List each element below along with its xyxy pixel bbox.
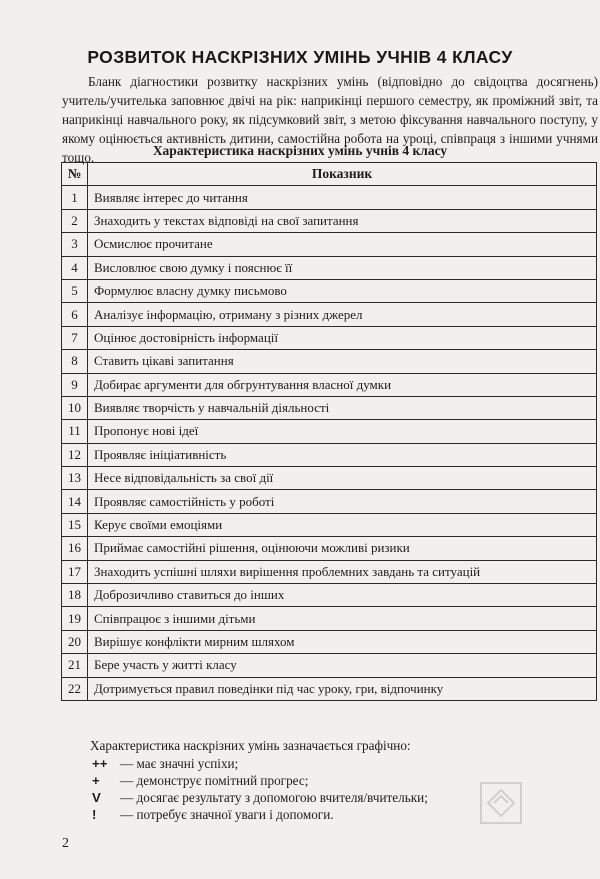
legend-symbol: V xyxy=(92,790,101,805)
page-title: РОЗВИТОК НАСКРІЗНИХ УМІНЬ УЧНІВ 4 КЛАСУ xyxy=(87,47,513,67)
row-number: 17 xyxy=(62,560,88,583)
row-number: 15 xyxy=(62,513,88,536)
row-number: 1 xyxy=(62,186,88,209)
row-number: 8 xyxy=(62,350,88,373)
row-indicator: Вирішує конфлікти мирним шляхом xyxy=(88,630,597,653)
row-number: 12 xyxy=(62,443,88,466)
row-indicator: Ставить цікаві запитання xyxy=(88,350,597,373)
table-row xyxy=(62,467,597,490)
row-indicator: Осмислює прочитане xyxy=(88,233,597,256)
table-row xyxy=(62,326,597,349)
row-indicator: Дотримується правил поведінки під час уроку, гри, відпочинку xyxy=(88,677,597,700)
legend-item xyxy=(90,755,570,772)
row-number: 22 xyxy=(62,677,88,700)
row-indicator: Аналізує інформацію, отриману з різних джерел xyxy=(88,303,597,326)
row-indicator: Формулює власну думку письмово xyxy=(88,279,597,302)
table-row xyxy=(62,373,597,396)
row-indicator: Несе відповідальність за свої дії xyxy=(88,467,597,490)
legend-symbol: ! xyxy=(92,807,97,822)
header-number: № xyxy=(62,163,88,186)
legend-symbol: + xyxy=(92,773,100,788)
legend-text: — має значні успіхи; xyxy=(120,756,239,771)
row-indicator: Пропонує нові ідеї xyxy=(88,420,597,443)
table-row xyxy=(62,186,597,209)
row-number: 4 xyxy=(62,256,88,279)
table-row xyxy=(62,513,597,536)
table-row xyxy=(62,279,597,302)
table-row xyxy=(62,677,597,700)
page-number: 2 xyxy=(62,836,69,851)
row-indicator: Керує своїми емоціями xyxy=(88,513,597,536)
row-indicator: Доброзичливо ставиться до інших xyxy=(88,584,597,607)
row-indicator: Виявляє творчість у навчальній діяльності xyxy=(88,396,597,419)
row-indicator: Співпрацює з іншими дітьми xyxy=(88,607,597,630)
intro-text: Бланк діагностики розвитку наскрізних умінь (відповідно до свідоцтва досягнень) учитель/учителька заповнює двічі на рік: наприкінці першого семестру, як проміжний звіт, та наприкінці навчального року, як підсумковий звіт, з метою фіксування навчального поступу, у якому оцінюється активність дитини, самостійна робота на уроці, співпраця з іншими учнями тощо. xyxy=(62,74,598,165)
table-row xyxy=(62,607,597,630)
legend-title: Характеристика наскрізних умінь зазначається графічно: xyxy=(90,738,411,753)
row-number: 16 xyxy=(62,537,88,560)
row-number: 2 xyxy=(62,209,88,232)
row-number: 21 xyxy=(62,654,88,677)
table-row xyxy=(62,537,597,560)
row-number: 20 xyxy=(62,630,88,653)
legend-text: — досягає результату з допомогою вчителя/вчительки; xyxy=(120,790,428,805)
table-row xyxy=(62,256,597,279)
row-indicator: Бере участь у житті класу xyxy=(88,654,597,677)
row-number: 7 xyxy=(62,326,88,349)
publisher-logo-icon xyxy=(480,782,522,824)
legend-symbol: ++ xyxy=(92,756,108,771)
table-row xyxy=(62,630,597,653)
legend-text: — демонструє помітний прогрес; xyxy=(120,773,309,788)
table-row xyxy=(62,233,597,256)
row-indicator: Добирає аргументи для обгрунтування власної думки xyxy=(88,373,597,396)
table-caption: Характеристика наскрізних умінь учнів 4 класу xyxy=(152,143,448,158)
skills-table xyxy=(61,162,597,701)
row-indicator: Знаходить успішні шляхи вирішення проблемних завдань та ситуацій xyxy=(88,560,597,583)
row-indicator: Виявляє інтерес до читання xyxy=(88,186,597,209)
table-row xyxy=(62,443,597,466)
table-row xyxy=(62,584,597,607)
row-number: 10 xyxy=(62,396,88,419)
legend-text: — потребує значної уваги і допомоги. xyxy=(120,807,334,822)
table-row xyxy=(62,303,597,326)
row-indicator: Оцінює достовірність інформації xyxy=(88,326,597,349)
row-number: 19 xyxy=(62,607,88,630)
row-indicator: Проявляє самостійність у роботі xyxy=(88,490,597,513)
row-number: 11 xyxy=(62,420,88,443)
table-row xyxy=(62,490,597,513)
header-indicator: Показник xyxy=(88,163,597,186)
table-row xyxy=(62,350,597,373)
table-row xyxy=(62,420,597,443)
row-number: 13 xyxy=(62,467,88,490)
table-row xyxy=(62,560,597,583)
table-body xyxy=(62,186,597,701)
row-indicator: Знаходить у текстах відповіді на свої запитання xyxy=(88,209,597,232)
row-number: 6 xyxy=(62,303,88,326)
row-indicator: Висловлює свою думку і пояснює її xyxy=(88,256,597,279)
row-number: 14 xyxy=(62,490,88,513)
row-number: 9 xyxy=(62,373,88,396)
row-indicator: Проявляє ініціативність xyxy=(88,443,597,466)
table-row xyxy=(62,209,597,232)
table-row xyxy=(62,654,597,677)
row-number: 3 xyxy=(62,233,88,256)
table-row xyxy=(62,396,597,419)
row-number: 18 xyxy=(62,584,88,607)
row-number: 5 xyxy=(62,279,88,302)
table-header-row xyxy=(62,163,597,186)
row-indicator: Приймає самостійні рішення, оцінюючи можливі ризики xyxy=(88,537,597,560)
